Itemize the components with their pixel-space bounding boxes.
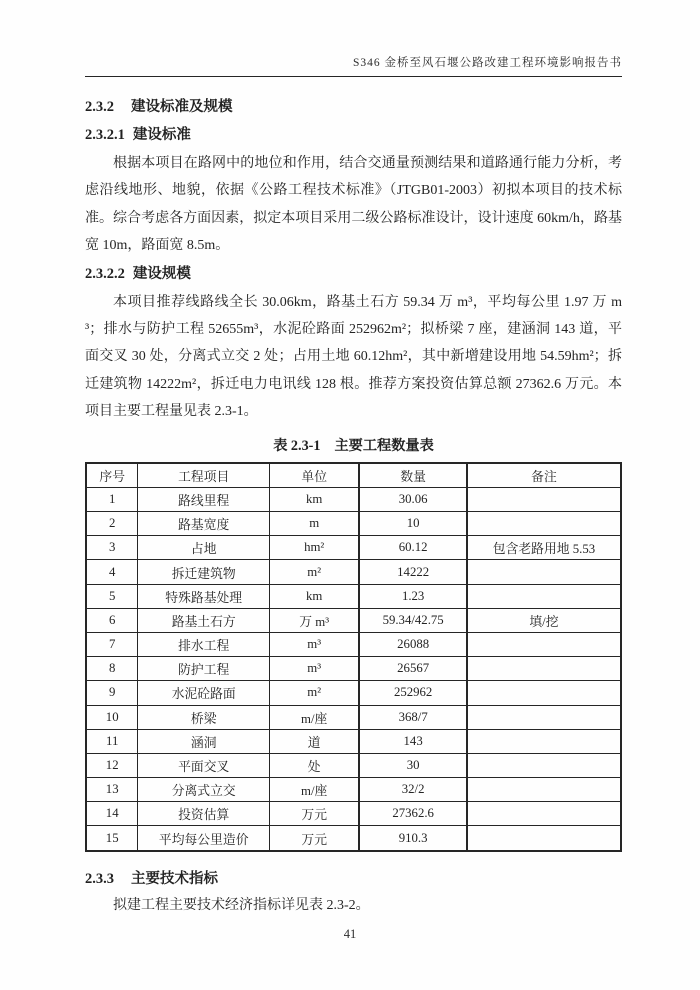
- table-cell: 拆迁建筑物: [138, 560, 270, 584]
- table-row: [86, 657, 621, 681]
- section-heading-2-3-2-1: [85, 126, 622, 144]
- table-cell: 10: [359, 512, 467, 536]
- table-cell: 59.34/42.75: [359, 608, 467, 632]
- table-cell: 60.12: [359, 536, 467, 560]
- section-title: 建设标准及规模: [131, 99, 233, 115]
- table-cell: m³: [270, 632, 360, 656]
- table-row: [86, 512, 621, 536]
- table-cell: 26088: [359, 632, 467, 656]
- table-row: [86, 729, 621, 753]
- table-cell: 2: [86, 512, 138, 536]
- table-cell: 特殊路基处理: [138, 584, 270, 608]
- table-cell: [467, 584, 621, 608]
- table-cell: [467, 778, 621, 802]
- table-cell: 14222: [359, 560, 467, 584]
- section-heading-2-3-3: [85, 870, 622, 888]
- page-header: [85, 0, 622, 77]
- table-cell: 27362.6: [359, 802, 467, 826]
- section-title: 主要技术指标: [131, 870, 218, 887]
- table-row: [86, 778, 621, 802]
- table-row: [86, 632, 621, 656]
- table-cell: m/座: [270, 778, 360, 802]
- table-cell: 排水工程: [138, 632, 270, 656]
- column-header-note: 备注: [467, 463, 621, 488]
- table-row: [86, 826, 621, 851]
- table-cell: [467, 632, 621, 656]
- table-cell: 涵洞: [138, 729, 270, 753]
- table-cell: 万元: [270, 826, 360, 851]
- table-row: [86, 753, 621, 777]
- table-cell: 桥梁: [138, 705, 270, 729]
- paragraph-construction-scale: 本项目推荐线路线全长 30.06km，路基土石方 59.34 万 m³，平均每公里 1.97 万 m³；排水与防护工程 52655m³，水泥砼路面 252962m²；拟桥梁 7 座，建涵洞 143 道，平面交叉 30 处，分离式立交 2 处；占用土地 60.12hm²，其中新增建设用地 54.59hm²；拆迁建筑物 14222m²，拆迁电力电讯线 128 根。推荐方案投资估算总额 27362.6 万元。本项目主要工程量见表 2.3-1。: [85, 294, 622, 420]
- quantities-table: [85, 462, 622, 852]
- table-cell: m/座: [270, 705, 360, 729]
- table-cell: 投资估算: [138, 802, 270, 826]
- table-cell: m²: [270, 681, 360, 705]
- section-number: 2.3.2: [85, 99, 114, 115]
- table-cell: 252962: [359, 681, 467, 705]
- table-cell: 15: [86, 826, 138, 851]
- table-cell: 道: [270, 729, 360, 753]
- table-cell: 26567: [359, 657, 467, 681]
- table-cell: 7: [86, 632, 138, 656]
- table-cell: [467, 560, 621, 584]
- section-number: 2.3.2.2: [85, 265, 125, 282]
- table-cell: 分离式立交: [138, 778, 270, 802]
- table-cell: 万 m³: [270, 608, 360, 632]
- table-cell: 路基宽度: [138, 512, 270, 536]
- table-caption-title: 主要工程数量表: [334, 437, 434, 454]
- table-cell: 占地: [138, 536, 270, 560]
- table-cell: [467, 753, 621, 777]
- table-row: [86, 802, 621, 826]
- table-cell: m²: [270, 560, 360, 584]
- section-heading-2-3-2: [85, 98, 622, 116]
- table-cell: km: [270, 584, 360, 608]
- table-cell: [467, 487, 621, 511]
- table-row: [86, 584, 621, 608]
- table-cell: 14: [86, 802, 138, 826]
- table-cell: 包含老路用地 5.53: [467, 536, 621, 560]
- table-cell: 8: [86, 657, 138, 681]
- table-cell: [467, 802, 621, 826]
- table-row: [86, 560, 621, 584]
- table-caption: [85, 435, 622, 455]
- table-cell: 32/2: [359, 778, 467, 802]
- table-cell: 填/挖: [467, 608, 621, 632]
- section-title: 建设标准: [132, 127, 191, 143]
- column-header-seq: 序号: [86, 463, 138, 488]
- section-number: 2.3.2.1: [85, 127, 125, 143]
- table-cell: 368/7: [359, 705, 467, 729]
- table-cell: [467, 705, 621, 729]
- table-cell: 5: [86, 584, 138, 608]
- table-row: [86, 608, 621, 632]
- section-heading-2-3-2-2: [85, 265, 622, 283]
- table-cell: 1: [86, 487, 138, 511]
- table-cell: 平均每公里造价: [138, 826, 270, 851]
- section-number: 2.3.3: [85, 870, 114, 887]
- table-cell: m: [270, 512, 360, 536]
- column-header-item: 工程项目: [138, 463, 270, 488]
- paragraph-tech-indicators: 拟建工程主要技术经济指标详见表 2.3-2。: [113, 897, 370, 913]
- table-cell: 9: [86, 681, 138, 705]
- section-title: 建设规模: [132, 265, 191, 282]
- table-caption-number: 表 2.3-1: [273, 437, 321, 454]
- table-cell: 3: [86, 536, 138, 560]
- table-cell: [467, 657, 621, 681]
- table-cell: 910.3: [359, 826, 467, 851]
- page-header-title: S346 金桥至风石堰公路改建工程环境影响报告书: [352, 57, 622, 69]
- table-cell: 30: [359, 753, 467, 777]
- table-cell: 6: [86, 608, 138, 632]
- table-row: [86, 536, 621, 560]
- table-row: [86, 487, 621, 511]
- table-cell: m³: [270, 657, 360, 681]
- table-cell: [467, 512, 621, 536]
- table-header-row: [86, 463, 621, 488]
- table-cell: [467, 681, 621, 705]
- table-cell: 11: [86, 729, 138, 753]
- table-cell: 143: [359, 729, 467, 753]
- table-cell: 4: [86, 560, 138, 584]
- table-cell: hm²: [270, 536, 360, 560]
- table-cell: 12: [86, 753, 138, 777]
- table-cell: 30.06: [359, 487, 467, 511]
- table-cell: 水泥砼路面: [138, 681, 270, 705]
- column-header-unit: 单位: [270, 463, 360, 488]
- table-row: [86, 705, 621, 729]
- table-cell: [467, 826, 621, 851]
- table-cell: 13: [86, 778, 138, 802]
- table-cell: km: [270, 487, 360, 511]
- table-row: [86, 681, 621, 705]
- table-cell: [467, 729, 621, 753]
- table-cell: 10: [86, 705, 138, 729]
- table-cell: 平面交叉: [138, 753, 270, 777]
- page-number: 41: [343, 927, 357, 941]
- column-header-qty: 数量: [359, 463, 467, 488]
- paragraph-construction-standard: 根据本项目在路网中的地位和作用，结合交通量预测结果和道路通行能力分析，考虑沿线地形、地貌，依据《公路工程技术标准》（JTGB01-2003）初拟本项目的技术标准。综合考虑各方面因素，拟定本项目采用二级公路标准设计，设计速度 60km/h，路基宽 10m，路面宽 8.5m。: [85, 156, 622, 254]
- table-cell: 路线里程: [138, 487, 270, 511]
- table-cell: 万元: [270, 802, 360, 826]
- table-cell: 路基土石方: [138, 608, 270, 632]
- table-cell: 防护工程: [138, 657, 270, 681]
- table-cell: 处: [270, 753, 360, 777]
- table-cell: 1.23: [359, 584, 467, 608]
- header-rule: [85, 76, 622, 77]
